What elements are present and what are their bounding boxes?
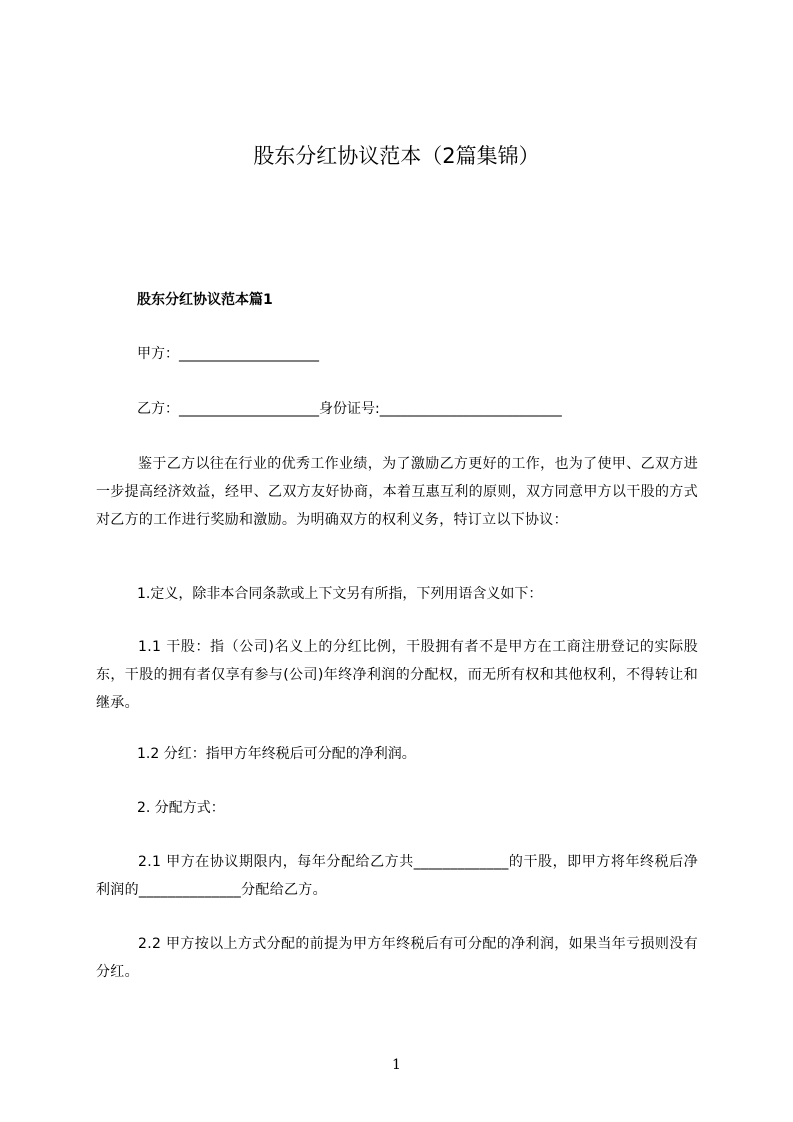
clause-1: 1.定义，除非本合同条款或上下文另有所指，下列用语含义如下： xyxy=(137,586,543,602)
clause-2-1: 2.1 甲方在协议期限内，每年分配给乙方共_____________的干股，即甲方将年终税后净利润的______________分配给乙方。 xyxy=(96,854,698,898)
clause-1-1: 1.1 干股：指（公司)名义上的分红比例，干股拥有者不是甲方在工商注册登记的实际股东，干股的拥有者仅享有参与(公司)年终净利润的分配权，而无所有权和其他权利，不得转让和继承。 xyxy=(96,639,698,711)
clause-2: 2. 分配方式： xyxy=(137,800,225,816)
page-number: 1 xyxy=(392,1057,401,1073)
clause-2-2: 2.2 甲方按以上方式分配的前提为甲方年终税后有可分配的净利润，如果当年亏损则没有分红。 xyxy=(96,936,698,980)
intro-paragraph: 鉴于乙方以往在行业的优秀工作业绩，为了激励乙方更好的工作，也为了使甲、乙双方进一步提高经济效益，经甲、乙双方友好协商，本着互惠互利的原则，双方同意甲方以干股的方式对乙方的工作进行奖励和激励。为明确双方的权利义务，特订立以下协议： xyxy=(96,456,698,528)
document-title: 股东分红协议范本（2篇集锦） xyxy=(253,144,540,168)
clause-1-2: 1.2 分红：指甲方年终税后可分配的净利润。 xyxy=(137,746,416,762)
party-b-line: 乙方：____________________身份证号:__________________________ xyxy=(137,401,562,417)
section-title: 股东分红协议范本篇1 xyxy=(137,292,273,308)
party-a-line: 甲方：____________________ xyxy=(137,346,319,362)
